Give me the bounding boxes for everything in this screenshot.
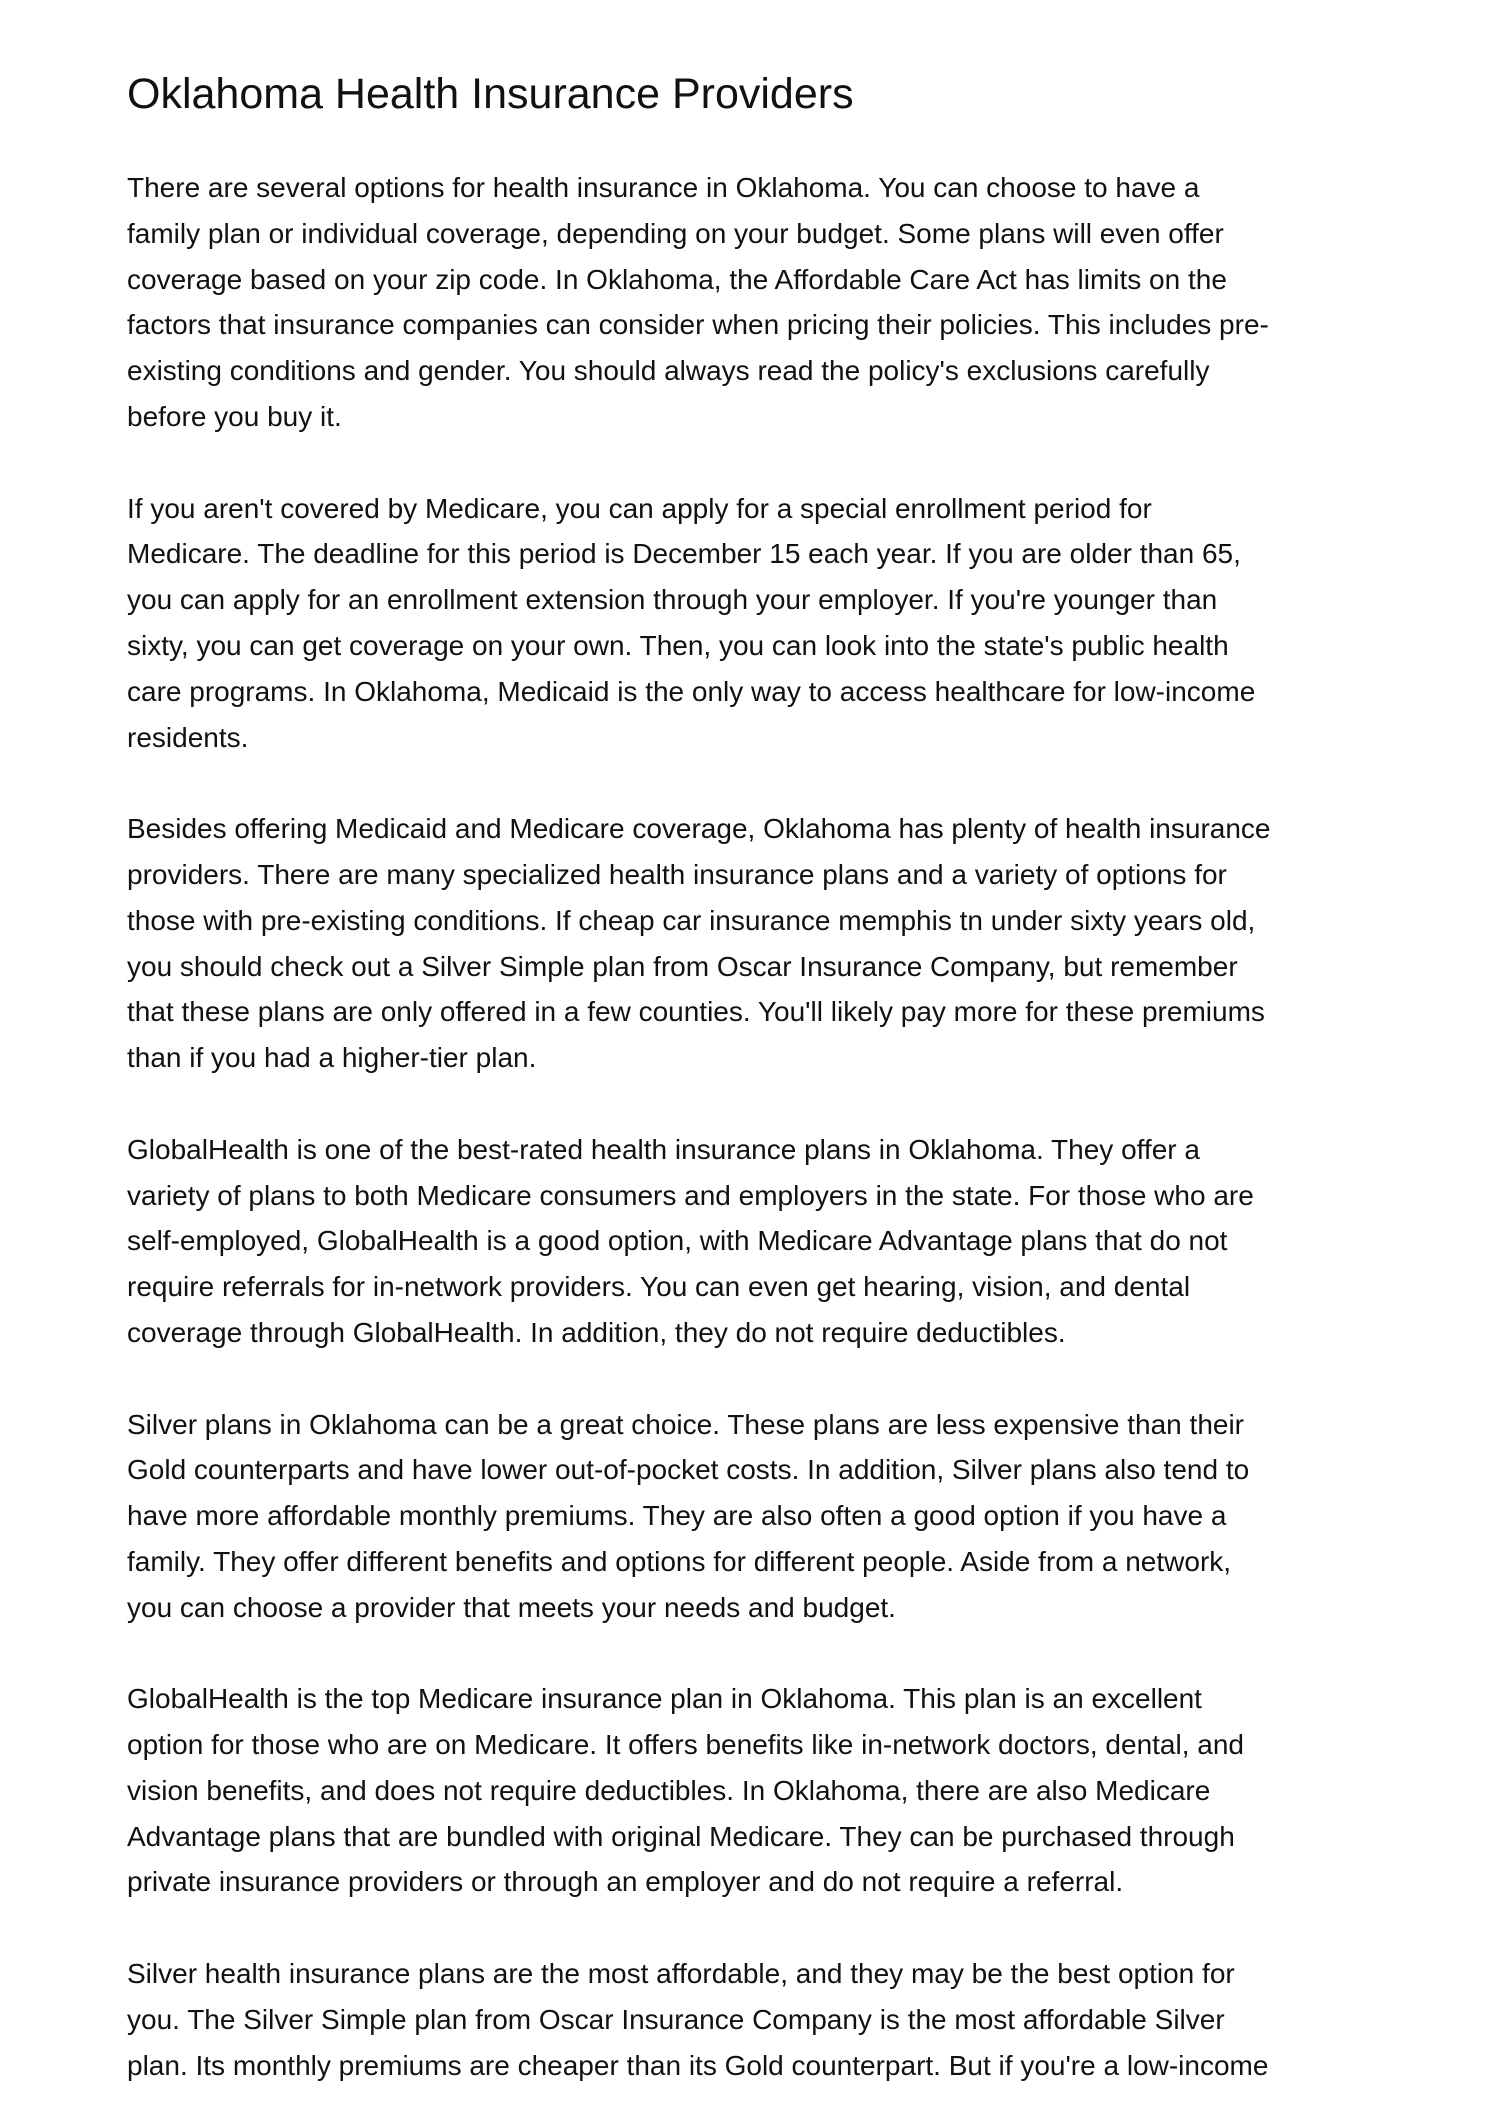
paragraph-line: you. The Silver Simple plan from Oscar Insurance Company is the most affordable Silver (127, 2003, 1225, 2035)
paragraph-4 (127, 1127, 1387, 1356)
paragraph-line: variety of plans to both Medicare consumers and employers in the state. For those who are (127, 1179, 1254, 1211)
paragraph-line: If you aren't covered by Medicare, you can apply for a special enrollment period for (127, 492, 1152, 524)
paragraph-line: GlobalHealth is one of the best-rated health insurance plans in Oklahoma. They offer a (127, 1133, 1200, 1165)
paragraph-line: GlobalHealth is the top Medicare insurance plan in Oklahoma. This plan is an excellent (127, 1683, 1202, 1715)
paragraph-1 (127, 165, 1387, 440)
paragraph-line: coverage based on your zip code. In Oklahoma, the Affordable Care Act has limits on the (127, 263, 1227, 295)
paragraph-line: existing conditions and gender. You should always read the policy's exclusions carefully (127, 355, 1210, 387)
paragraph-line: residents. (127, 721, 249, 753)
paragraph-line: plan. Its monthly premiums are cheaper than its Gold counterpart. But if you're a low-income (127, 2049, 1269, 2081)
paragraph-line: sixty, you can get coverage on your own. Then, you can look into the state's public health (127, 629, 1229, 661)
paragraph-6 (127, 1676, 1387, 1905)
paragraph-line: self-employed, GlobalHealth is a good option, with Medicare Advantage plans that do not (127, 1225, 1228, 1257)
paragraph-line: Advantage plans that are bundled with original Medicare. They can be purchased through (127, 1820, 1235, 1852)
paragraph-line: require referrals for in-network providers. You can even get hearing, vision, and dental (127, 1271, 1191, 1303)
paragraph-3 (127, 806, 1387, 1081)
paragraph-line: you can apply for an enrollment extension through your employer. If you're younger than (127, 584, 1218, 616)
paragraph-line: those with pre-existing conditions. If cheap car insurance memphis tn under sixty years old, (127, 904, 1256, 936)
paragraph-line: family plan or individual coverage, depending on your budget. Some plans will even offer (127, 217, 1224, 249)
paragraph-line: that these plans are only offered in a few counties. You'll likely pay more for these premiums (127, 996, 1265, 1028)
paragraph-list (127, 165, 1387, 2088)
paragraph-line: factors that insurance companies can consider when pricing their policies. This includes pre- (127, 309, 1269, 341)
paragraph-line: Besides offering Medicaid and Medicare coverage, Oklahoma has plenty of health insurance (127, 813, 1271, 845)
paragraph-line: coverage through GlobalHealth. In addition, they do not require deductibles. (127, 1316, 1066, 1348)
paragraph-7 (127, 1951, 1387, 2088)
paragraph-line: private insurance providers or through an employer and do not require a referral. (127, 1866, 1124, 1898)
paragraph-line: There are several options for health insurance in Oklahoma. You can choose to have a (127, 172, 1200, 203)
paragraph-line: Medicare. The deadline for this period is December 15 each year. If you are older than 65, (127, 538, 1241, 570)
paragraph-line: than if you had a higher-tier plan. (127, 1042, 537, 1074)
paragraph-line: before you buy it. (127, 400, 342, 432)
paragraph-line: Gold counterparts and have lower out-of-pocket costs. In addition, Silver plans also tend to (127, 1454, 1250, 1486)
paragraph-line: option for those who are on Medicare. It offers benefits like in-network doctors, dental, and (127, 1729, 1244, 1761)
paragraph-5 (127, 1402, 1387, 1631)
paragraph-line: providers. There are many specialized health insurance plans and a variety of options for (127, 858, 1227, 890)
paragraph-line: you can choose a provider that meets your needs and budget. (127, 1591, 896, 1623)
paragraph-line: Silver health insurance plans are the most affordable, and they may be the best option for (127, 1958, 1235, 1990)
paragraph-line: you should check out a Silver Simple plan from Oscar Insurance Company, but remember (127, 950, 1238, 982)
document-content (127, 64, 1387, 2088)
paragraph-line: Silver plans in Oklahoma can be a great choice. These plans are less expensive than their (127, 1408, 1245, 1440)
page-title: Oklahoma Health Insurance Providers (127, 70, 854, 118)
paragraph-2 (127, 486, 1387, 761)
paragraph-line: care programs. In Oklahoma, Medicaid is the only way to access healthcare for low-income (127, 675, 1256, 707)
paragraph-line: have more affordable monthly premiums. They are also often a good option if you have a (127, 1500, 1227, 1532)
paragraph-line: vision benefits, and does not require deductibles. In Oklahoma, there are also Medicare (127, 1774, 1211, 1806)
paragraph-line: family. They offer different benefits and options for different people. Aside from a network, (127, 1545, 1232, 1577)
